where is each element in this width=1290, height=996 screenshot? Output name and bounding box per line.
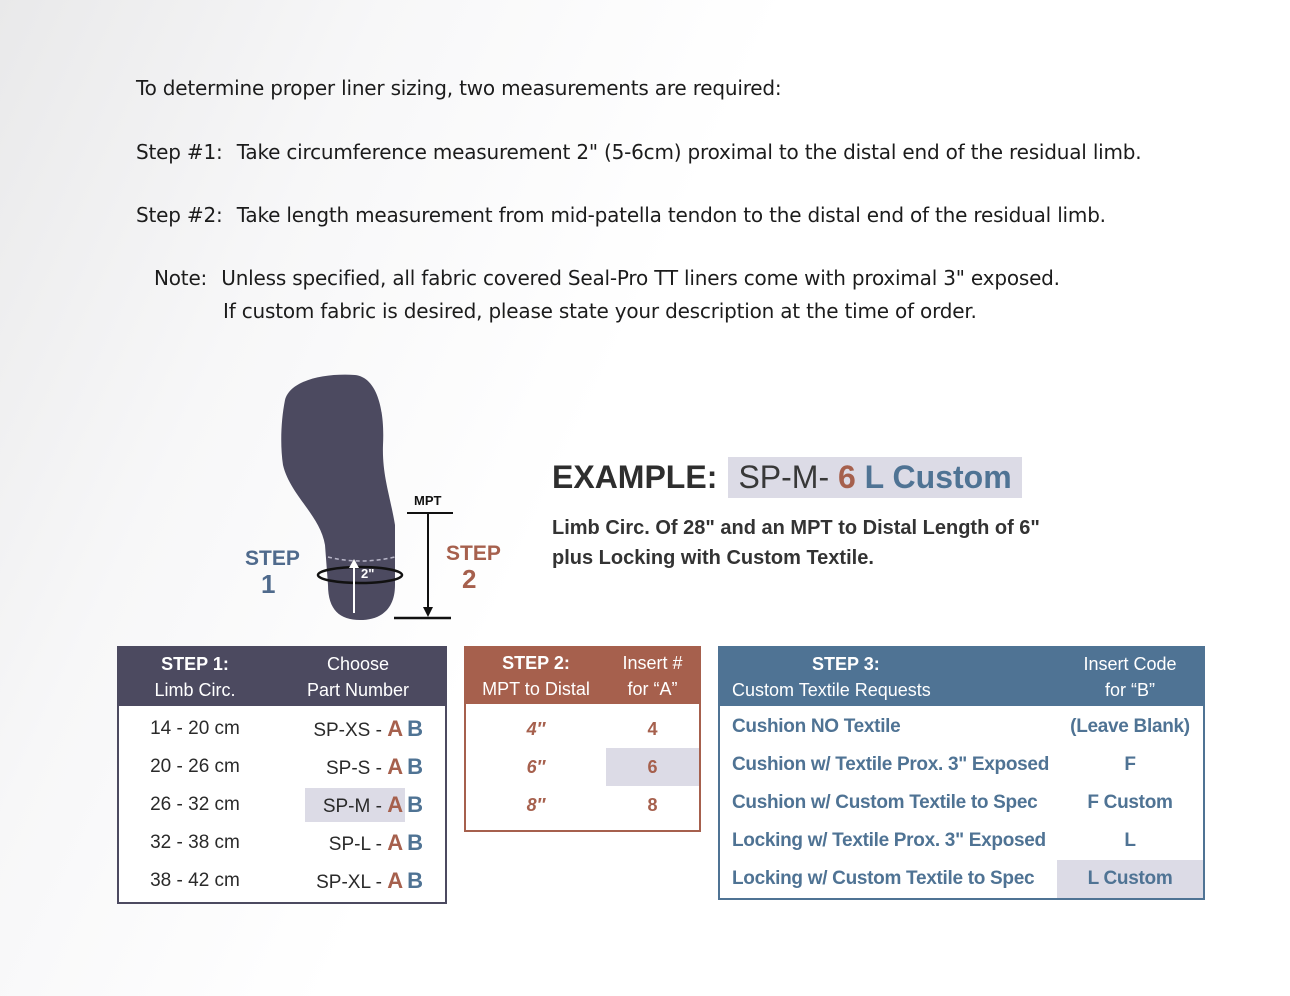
header-textile-label: Custom Textile Requests [732, 680, 931, 700]
table-row [466, 710, 699, 748]
part-highlight [305, 788, 405, 822]
header-mpt [466, 650, 606, 702]
header-part-number [271, 651, 445, 703]
header-step3-label: STEP 3: [812, 654, 880, 674]
table-row [466, 748, 699, 786]
mpt-label: MPT [414, 493, 442, 508]
header-limb-circ [119, 651, 271, 703]
step2-instruction [136, 203, 1106, 227]
mpt-length: 6″ [526, 757, 546, 777]
header-for-a-label: for “A” [627, 679, 678, 699]
table-row [119, 710, 445, 748]
step2-text: Take length measurement from mid-patella tendon to the distal end of the residual limb. [236, 203, 1106, 227]
header-part-number-label: Part Number [306, 680, 410, 700]
part-b: B [407, 716, 423, 741]
diagram-step2-num: 2 [462, 564, 477, 594]
table-row [466, 786, 699, 824]
part-prefix: SP-XL - [316, 872, 382, 893]
part-number [271, 716, 445, 742]
part-a: A [387, 754, 404, 779]
insert-number: 6 [606, 748, 699, 786]
step2-label: Step #2: [136, 203, 223, 227]
circ-range: 14 - 20 cm [150, 718, 240, 739]
header-step1-label: STEP 1: [161, 654, 229, 674]
example-heading [552, 457, 1022, 498]
part-a: A [387, 792, 404, 817]
textile-request: Locking w/ Custom Textile to Spec [732, 868, 1035, 889]
circ-range: 38 - 42 cm [150, 870, 240, 891]
table-row [720, 708, 1203, 746]
textile-code: L Custom [1057, 860, 1203, 898]
table-row [720, 746, 1203, 784]
header-mpt-label: MPT to Distal [482, 679, 590, 699]
example-desc-line1: Limb Circ. Of 28" and an MPT to Distal Length of 6" [552, 517, 1040, 539]
part-prefix: SP-L - [328, 834, 382, 855]
note-label: Note: [154, 266, 208, 290]
part-b: B [407, 792, 423, 817]
limb-circ-table-header [119, 648, 445, 706]
part-prefix: SP-XS - [313, 720, 382, 741]
part-prefix: SP-M - [322, 796, 382, 817]
header-code [1057, 651, 1203, 703]
example-label: EXAMPLE: [552, 459, 718, 495]
textile-code: L [1124, 830, 1136, 851]
diagram-step1-word: STEP [245, 547, 300, 570]
part-a: A [387, 868, 404, 893]
textile-code: F [1124, 754, 1136, 775]
textile-request: Cushion NO Textile [732, 716, 901, 737]
part-prefix: SP-S - [325, 758, 382, 779]
mpt-length-table-header [466, 648, 699, 704]
step1-instruction [136, 140, 1141, 164]
header-insert [606, 650, 699, 702]
header-for-b-label: for “B” [1104, 680, 1155, 700]
circ-range: 26 - 32 cm [150, 794, 240, 815]
part-b: B [407, 868, 423, 893]
part-b: B [407, 830, 423, 855]
circ-range: 32 - 38 cm [150, 832, 240, 853]
intro-text: To determine proper liner sizing, two measurements are required: [136, 76, 782, 100]
part-b: B [407, 754, 423, 779]
mpt-length: 8″ [526, 795, 546, 815]
header-choose-label: Choose [326, 654, 390, 674]
example-description [552, 513, 1040, 573]
example-desc-line2: plus Locking with Custom Textile. [552, 547, 874, 569]
table-row [119, 748, 445, 786]
diagram-step2-word: STEP [446, 542, 501, 565]
textile-table [718, 646, 1205, 900]
limb-diagram [235, 365, 505, 625]
part-a: A [387, 716, 404, 741]
example-code-length: 6 [837, 459, 856, 495]
step1-label: Step #1: [136, 140, 223, 164]
note-block [154, 266, 1060, 290]
example-code [728, 457, 1021, 498]
note-line2: If custom fabric is desired, please state your description at the time of order. [223, 299, 977, 323]
textile-code: (Leave Blank) [1070, 716, 1190, 737]
part-number [271, 868, 445, 894]
part-number [271, 788, 445, 822]
mpt-length: 4″ [526, 719, 546, 739]
header-insert-code-label: Insert Code [1083, 654, 1177, 674]
table-row [720, 784, 1203, 822]
example-code-suffix: L Custom [864, 459, 1012, 495]
table-row [119, 786, 445, 824]
part-number [271, 754, 445, 780]
two-inch-label: 2" [361, 566, 375, 581]
part-a: A [387, 830, 404, 855]
header-step2-label: STEP 2: [502, 653, 570, 673]
note-line1: Unless specified, all fabric covered Seal-Pro TT liners come with proximal 3" exposed. [221, 266, 1060, 290]
insert-number: 8 [647, 795, 658, 815]
textile-request: Cushion w/ Textile Prox. 3" Exposed [732, 754, 1050, 775]
table-row [119, 824, 445, 862]
textile-request: Locking w/ Textile Prox. 3" Exposed [732, 830, 1046, 851]
insert-number: 4 [647, 719, 658, 739]
step1-text: Take circumference measurement 2" (5-6cm) proximal to the distal end of the residual limb. [236, 140, 1142, 164]
textile-table-header [720, 648, 1203, 706]
part-number [271, 830, 445, 856]
textile-request: Cushion w/ Custom Textile to Spec [732, 792, 1038, 813]
table-row [720, 822, 1203, 860]
circ-range: 20 - 26 cm [150, 756, 240, 777]
header-insert-label: Insert # [622, 653, 683, 673]
diagram-step1-num: 1 [261, 569, 276, 599]
header-limb-circ-label: Limb Circ. [154, 680, 236, 700]
limb-circ-table [117, 646, 447, 904]
example-code-prefix: SP-M- [738, 459, 830, 495]
table-row [720, 860, 1203, 898]
header-textile [720, 651, 1057, 703]
table-row [119, 862, 445, 900]
textile-code: F Custom [1087, 792, 1173, 813]
mpt-length-table [464, 646, 701, 832]
